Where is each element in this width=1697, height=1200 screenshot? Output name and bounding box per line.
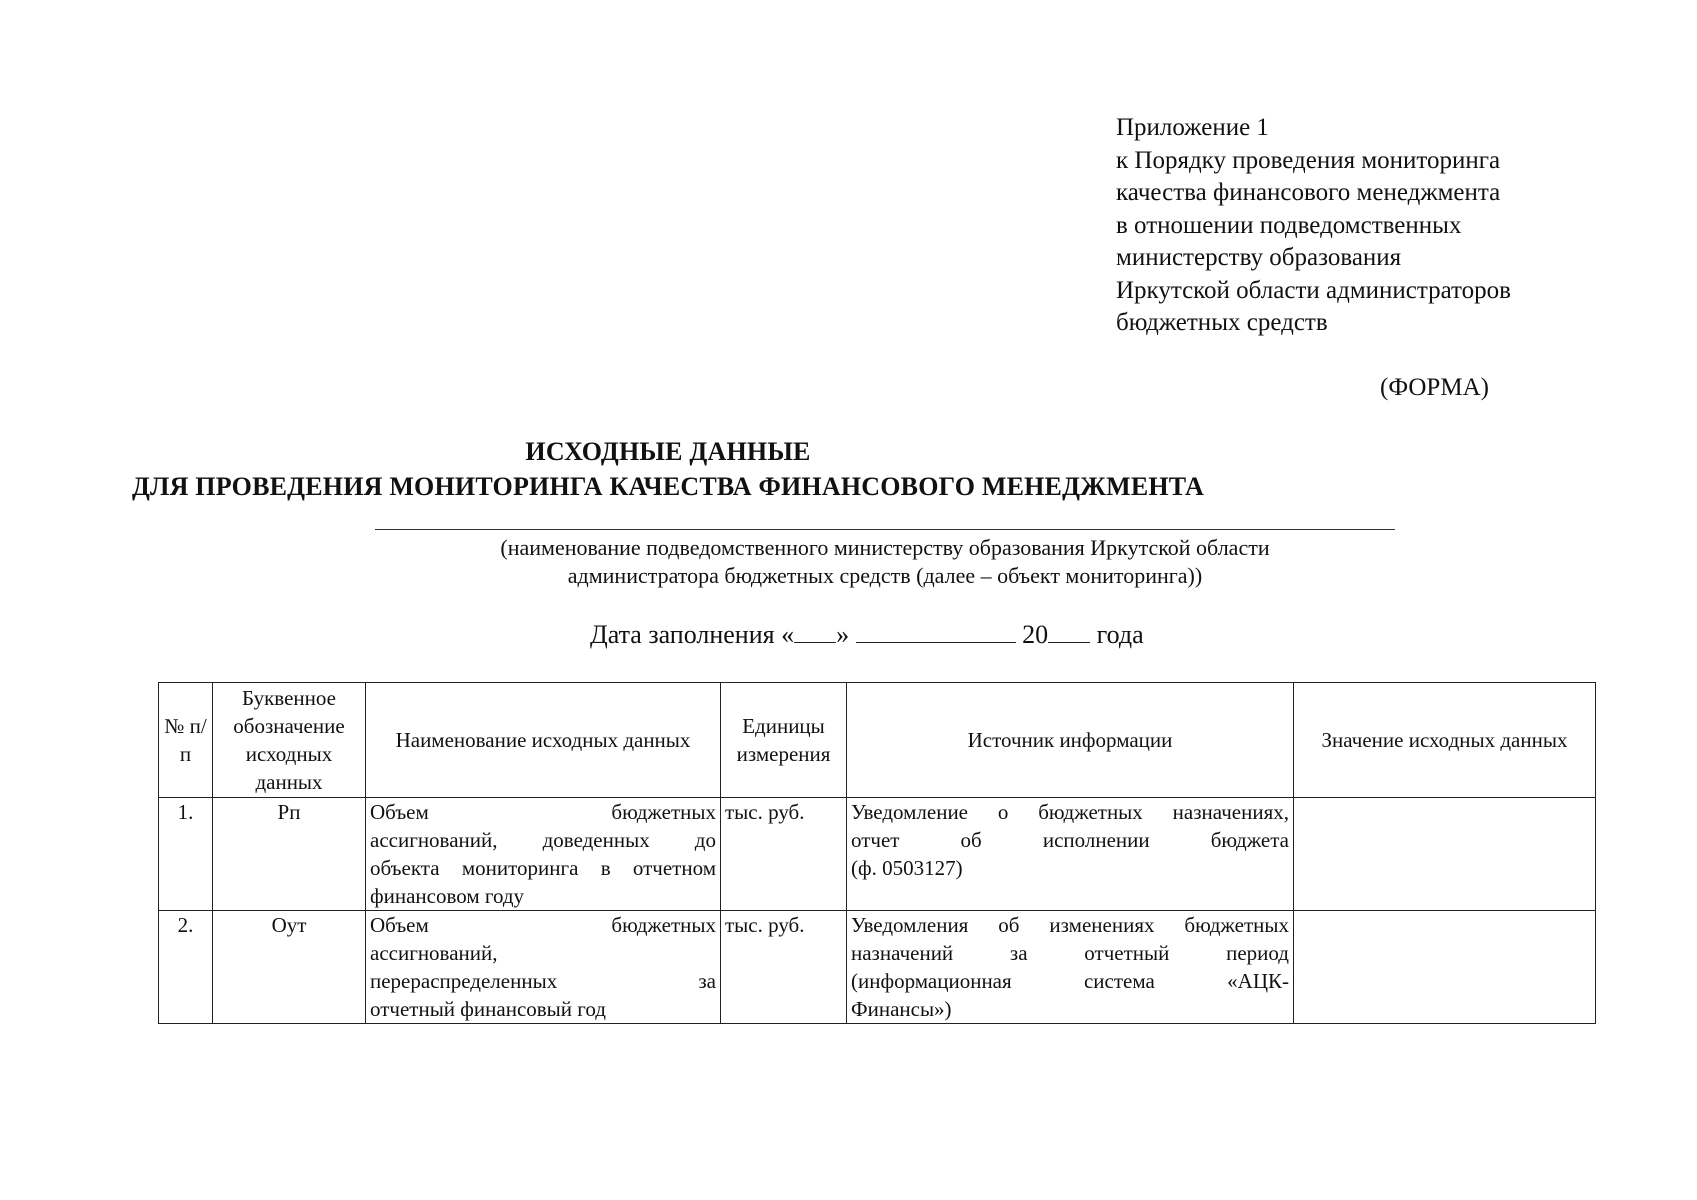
row-value-cell[interactable] (1294, 798, 1596, 911)
row-num: 2. (159, 911, 213, 1024)
document-title: ИСХОДНЫЕ ДАННЫЕ (525, 437, 811, 466)
table-row (159, 911, 1596, 1024)
row-name-line: финансовом году (370, 884, 525, 908)
row-name-line: перераспределенных за (370, 969, 716, 993)
row-source-line: (информационная система «АЦК- (851, 969, 1289, 993)
appendix-block (1116, 112, 1511, 340)
fill-date-day-field[interactable] (794, 622, 836, 643)
row-source (847, 911, 1294, 1024)
appendix-line: министерству образования (1116, 244, 1402, 271)
header-name: Наименование исходных данных (366, 683, 721, 798)
row-name-line: Объем бюджетных (370, 800, 716, 824)
row-value-cell[interactable] (1294, 911, 1596, 1024)
row-num: 1. (159, 798, 213, 911)
row-name-line: отчетный финансовый год (370, 997, 606, 1021)
organization-name-line[interactable] (375, 529, 1395, 530)
appendix-line: в отношении подведомственных (1116, 211, 1462, 239)
row-unit: тыс. руб. (721, 911, 847, 1024)
row-source-line: отчет об исполнении бюджета (851, 828, 1289, 852)
organization-caption (375, 534, 1395, 590)
row-code: Оут (213, 911, 366, 1024)
source-data-table (158, 682, 1596, 1024)
organization-caption-line: администратора бюджетных средств (далее – объект мониторинга)) (567, 563, 1203, 588)
row-name-line: ассигнований, доведенных до (370, 828, 716, 852)
row-name (366, 911, 721, 1024)
row-name-line: Объем бюджетных (370, 913, 716, 937)
appendix-line: бюджетных средств (1116, 309, 1328, 336)
fill-date-year-prefix: 20 (1022, 620, 1049, 649)
header-unit: Единицы измерения (721, 683, 847, 798)
fill-date (590, 620, 1144, 650)
form-label: (ФОРМА) (1380, 374, 1489, 401)
appendix-line: качества финансового менеджмента (1116, 179, 1501, 206)
document-subtitle: ДЛЯ ПРОВЕДЕНИЯ МОНИТОРИНГА КАЧЕСТВА ФИНАНСОВОГО МЕНЕДЖМЕНТА (131, 472, 1205, 501)
row-source-line: (ф. 0503127) (851, 856, 963, 880)
row-name-line: объекта мониторинга в отчетном (370, 856, 716, 880)
row-code: Рп (213, 798, 366, 911)
fill-date-mid: » (836, 620, 850, 649)
row-source-line: Финансы») (851, 997, 952, 1021)
row-source-line: назначений за отчетный период (851, 941, 1289, 965)
table-row (159, 798, 1596, 911)
appendix-line: Иркутской области администраторов (1116, 276, 1511, 304)
header-code: Буквенное обозначение исходных данных (213, 683, 366, 798)
table-header-row (159, 683, 1596, 798)
fill-date-month-field[interactable] (856, 622, 1016, 643)
header-source: Источник информации (847, 683, 1294, 798)
header-num: № п/п (159, 683, 213, 798)
row-source (847, 798, 1294, 911)
row-name-line: ассигнований, (370, 941, 498, 965)
appendix-line: к Порядку проведения мониторинга (1116, 146, 1501, 174)
organization-caption-line: (наименование подведомственного министерству образования Иркутской области (500, 535, 1270, 560)
row-unit: тыс. руб. (721, 798, 847, 911)
fill-date-year-field[interactable] (1048, 622, 1090, 643)
row-name (366, 798, 721, 911)
row-source-line: Уведомление о бюджетных назначениях, (851, 800, 1289, 824)
fill-date-prefix: Дата заполнения « (590, 620, 795, 649)
appendix-line: Приложение 1 (1116, 114, 1269, 141)
fill-date-suffix: года (1096, 620, 1144, 649)
header-value: Значение исходных данных (1294, 683, 1596, 798)
row-source-line: Уведомления об изменениях бюджетных (851, 913, 1289, 937)
